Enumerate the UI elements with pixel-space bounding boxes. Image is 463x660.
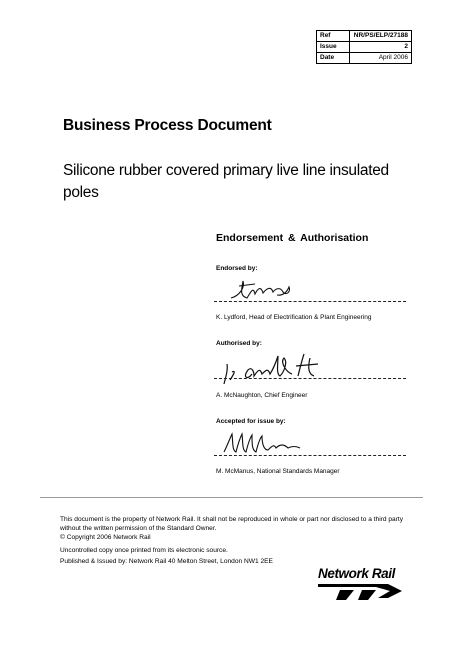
rail-arrows-icon [318,582,408,602]
endorsed-signature-line [214,301,406,302]
endorsement-heading: Endorsement & Authorisation [216,232,369,244]
accepted-name: M. McManus, National Standards Manager [216,468,340,475]
authorised-by-label: Authorised by: [216,340,262,347]
date-row [317,53,412,64]
date-value: April 2006 [350,53,412,64]
network-rail-logo [318,566,408,602]
issue-label: Issue [317,42,350,53]
accepted-by-label: Accepted for issue by: [216,418,286,425]
date-label: Date [317,53,350,64]
published-by-text: Published & Issued by: Network Rail 40 Melton Street, London NW1 2EE [60,558,273,565]
reference-table [316,30,412,64]
authorised-name: A. McNaughton, Chief Engineer [216,392,308,399]
endorsed-name: K. Lydford, Head of Electrification & Plant Engineering [216,314,372,321]
copyright-text: © Copyright 2006 Network Rail [60,534,151,541]
authorised-signature [218,352,328,386]
logo-text: Network Rail [318,566,395,581]
issue-value: 2 [350,42,412,53]
uncontrolled-copy-text: Uncontrolled copy once printed from its electronic source. [60,547,228,554]
ref-value: NR/PS/ELP/27188 [350,31,412,42]
accepted-signature [222,430,302,456]
document-title: Silicone rubber covered primary live line insulated poles [63,162,389,201]
footer-divider [40,497,423,498]
issue-row [317,42,412,53]
ref-row [317,31,412,42]
property-notice: This document is the property of Network Rail. It shall not be reproduced in whole or part nor disclosed to a third party without the written permission of the Standard Owner. [60,516,404,532]
authorised-signature-line [214,378,406,379]
ref-label: Ref [317,31,350,42]
endorsed-by-label: Endorsed by: [216,265,258,272]
document-type: Business Process Document [63,117,272,134]
accepted-signature-line [214,455,406,456]
